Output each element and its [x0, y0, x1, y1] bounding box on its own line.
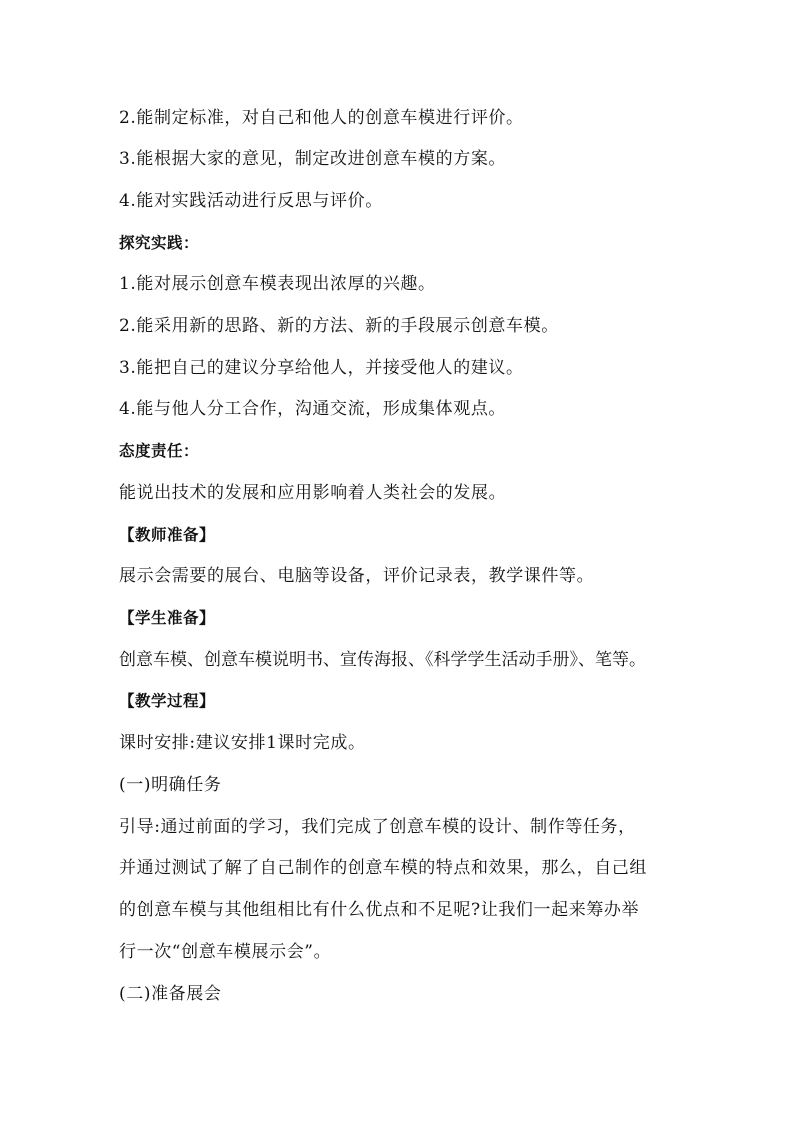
guide-line-3: 的创意车模与其他组相比有什么优点和不足呢?让我们一起来筹办举 — [119, 900, 640, 920]
inquiry-item-3: 3.能把自己的建议分享给他人，并接受他人的建议。 — [119, 358, 524, 378]
process-heading: 【教学过程】 — [119, 692, 216, 710]
inquiry-heading: 探究实践： — [119, 234, 200, 252]
knowledge-item-3: 3.能根据大家的意见，制定改进创意车模的方案。 — [119, 149, 507, 169]
section-2-title: (二)准备展会 — [119, 984, 222, 1004]
attitude-heading: 态度责任： — [119, 442, 200, 460]
student-prep-text: 创意车模、创意车模说明书、宣传海报、《科学学生活动手册》、笔等。 — [119, 650, 646, 670]
knowledge-item-2: 2.能制定标准，对自己和他人的创意车模进行评价。 — [119, 108, 524, 128]
knowledge-item-4: 4.能对实践活动进行反思与评价。 — [119, 191, 383, 211]
guide-line-4: 行一次“创意车模展示会”。 — [119, 942, 332, 962]
guide-line-1: 引导:通过前面的学习，我们完成了创意车模的设计、制作等任务， — [119, 817, 636, 837]
section-1-title: (一)明确任务 — [119, 775, 222, 795]
inquiry-item-4: 4.能与他人分工合作，沟通交流，形成集体观点。 — [119, 399, 507, 419]
inquiry-item-2: 2.能采用新的思路、新的方法、新的手段展示创意车模。 — [119, 316, 559, 336]
student-prep-heading: 【学生准备】 — [119, 609, 216, 627]
guide-line-2: 并通过测试了解了自己制作的创意车模的特点和效果，那么，自己组 — [119, 858, 647, 878]
teacher-prep-text: 展示会需要的展台、电脑等设备，评价记录表，教学课件等。 — [119, 566, 595, 586]
process-schedule: 课时安排:建议安排1课时完成。 — [119, 733, 366, 753]
inquiry-item-1: 1.能对展示创意车模表现出浓厚的兴趣。 — [119, 274, 436, 294]
attitude-text: 能说出技术的发展和应用影响着人类社会的发展。 — [119, 483, 507, 503]
teacher-prep-heading: 【教师准备】 — [119, 526, 216, 544]
